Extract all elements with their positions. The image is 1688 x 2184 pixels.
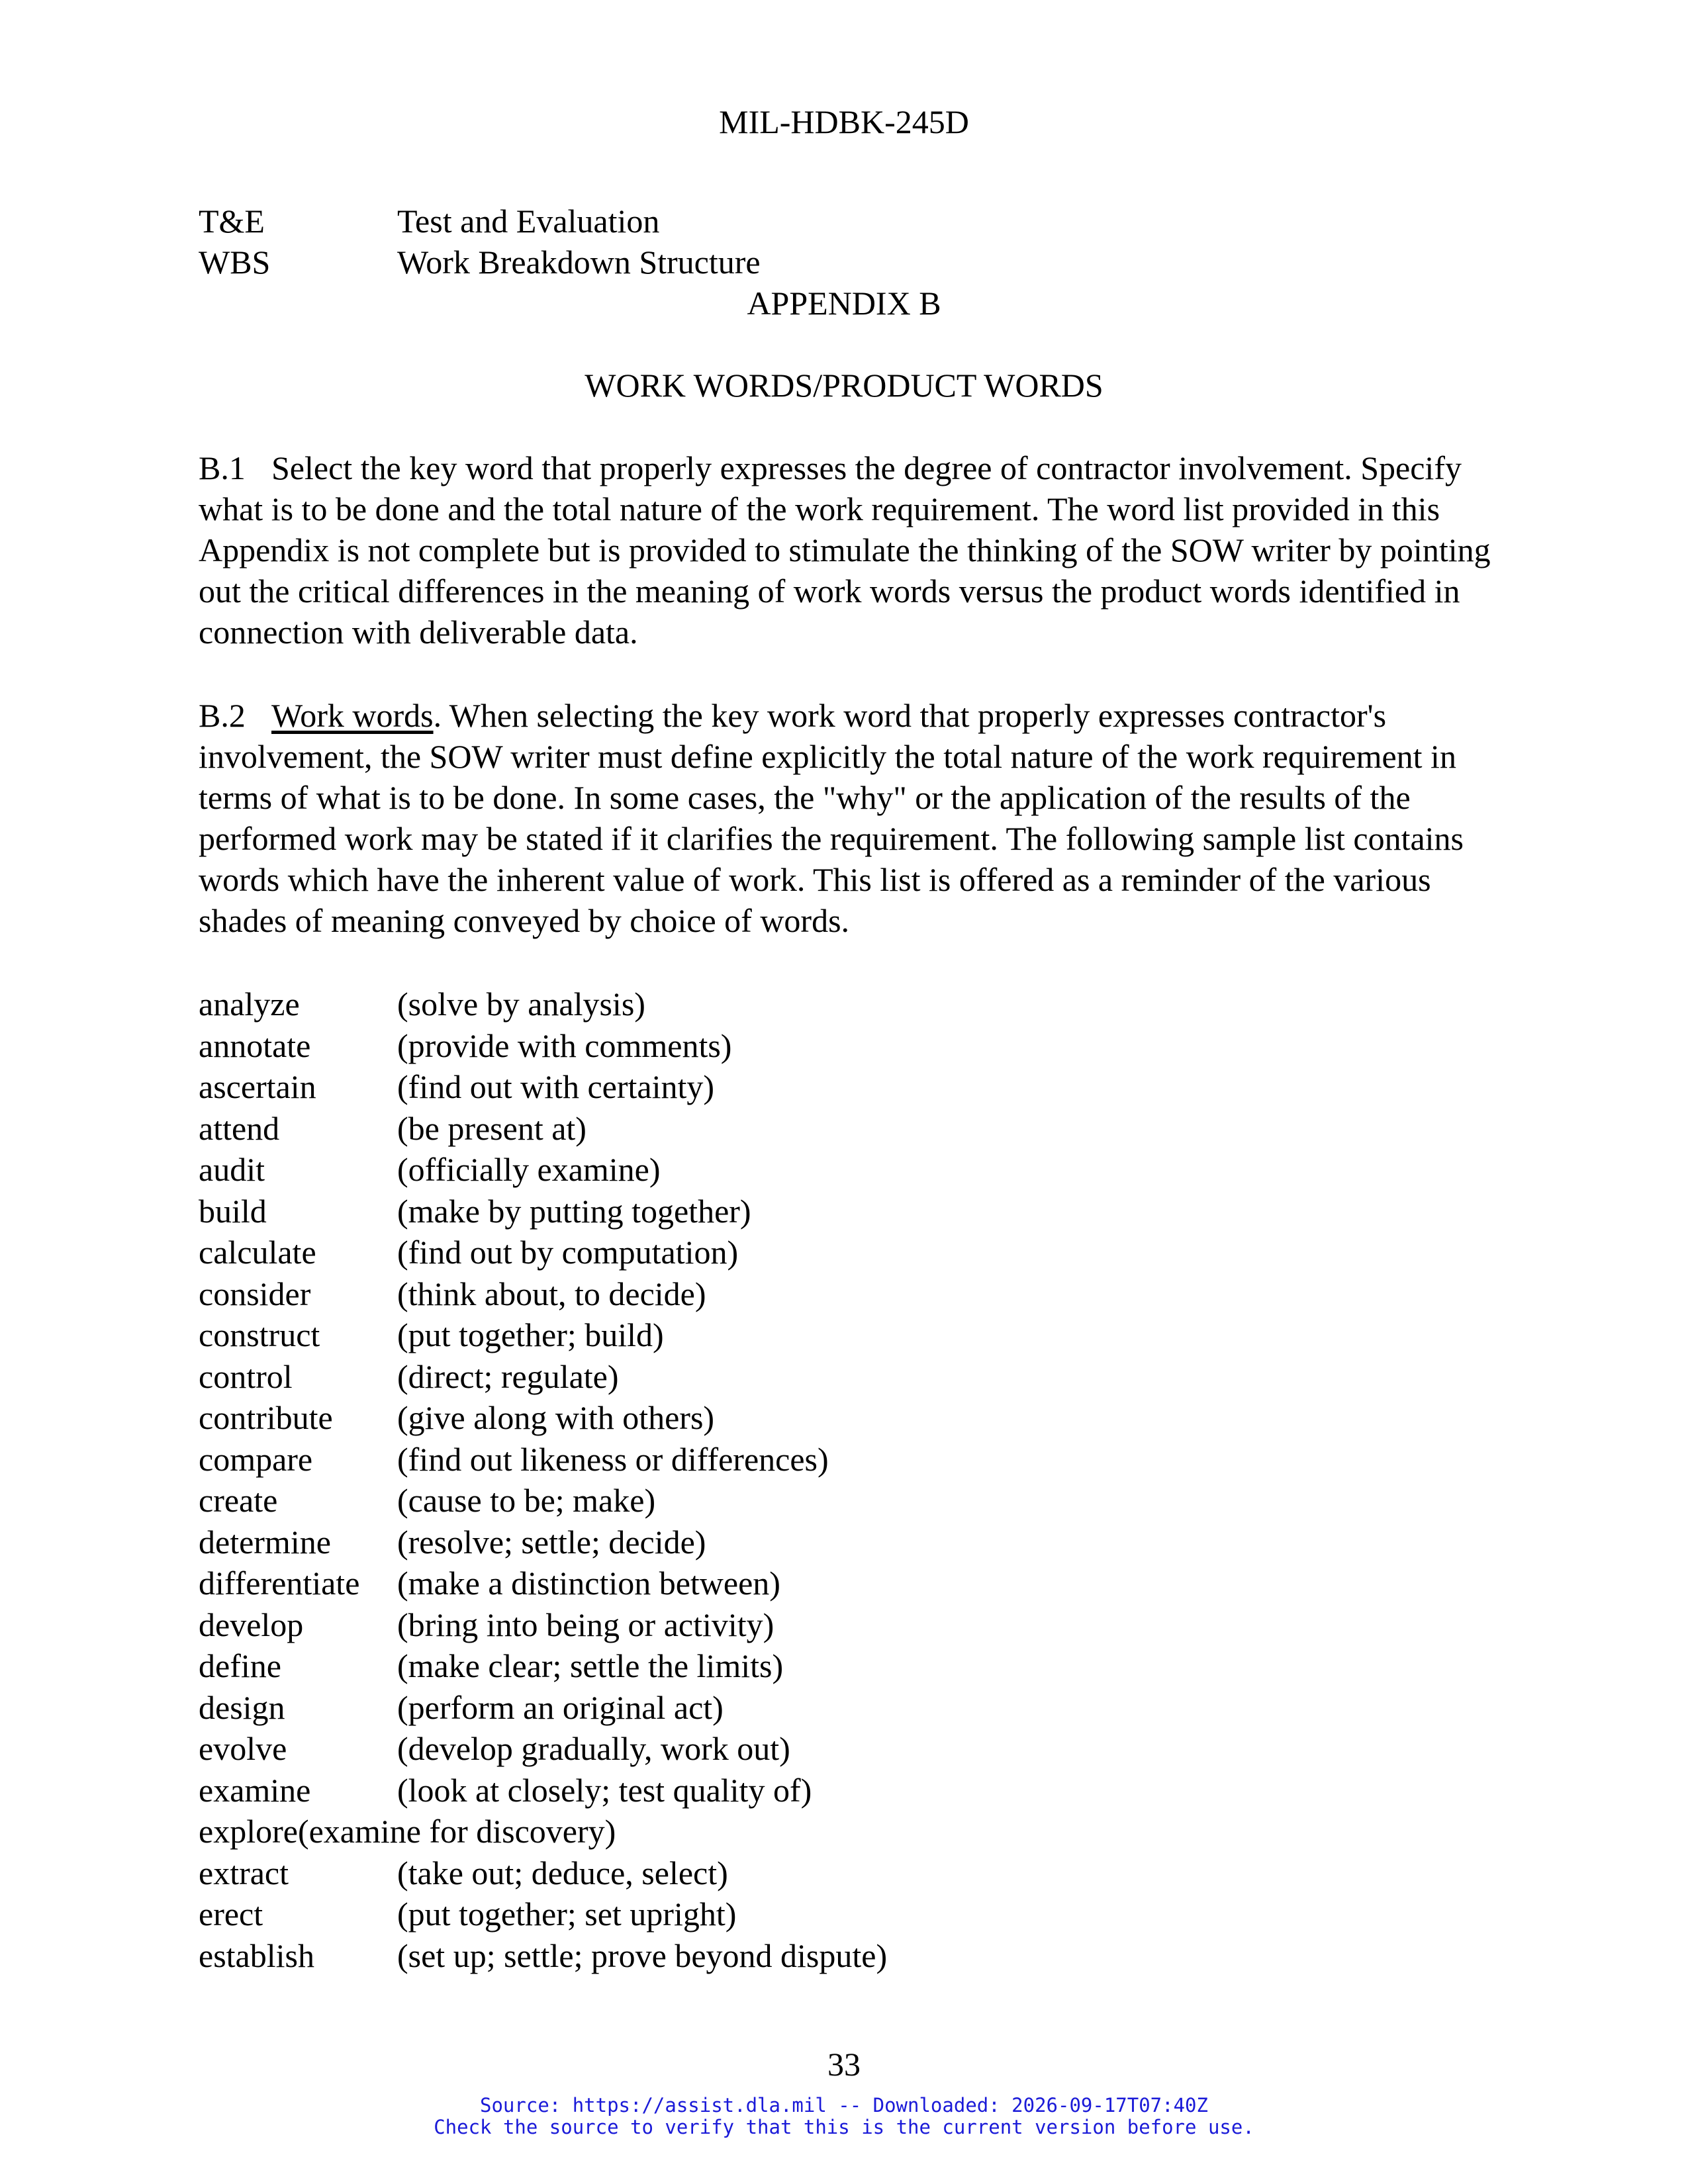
work-word: calculate	[199, 1234, 316, 1271]
work-word-meaning: (direct; regulate)	[397, 1357, 619, 1395]
work-word-meaning: (resolve; settle; decide)	[397, 1523, 706, 1561]
work-word: analyze	[199, 985, 300, 1023]
work-word: determine	[199, 1523, 331, 1561]
work-word-row	[199, 1770, 887, 1811]
work-word-row	[199, 1397, 887, 1439]
work-word: define	[199, 1647, 281, 1684]
work-word: evolve	[199, 1730, 287, 1767]
work-word-row	[199, 1108, 887, 1150]
paragraph-number: B.2	[199, 697, 246, 734]
work-word-meaning: (develop gradually, work out)	[397, 1730, 790, 1767]
work-word-meaning: (give along with others)	[397, 1399, 715, 1436]
work-word-meaning: (think about, to decide)	[397, 1275, 706, 1312]
work-word-row	[199, 1439, 887, 1480]
work-word-meaning: (bring into being or activity)	[397, 1606, 774, 1643]
abbreviation-term: WBS	[199, 244, 271, 281]
work-word-row	[199, 1522, 887, 1563]
work-word: erect	[199, 1895, 263, 1933]
work-word: build	[199, 1192, 267, 1230]
work-word-meaning: (look at closely; test quality of)	[397, 1771, 812, 1809]
work-word-meaning: (put together; set upright)	[397, 1895, 737, 1933]
work-word-row	[199, 1273, 887, 1315]
paragraph-number: B.1	[199, 449, 246, 486]
work-word: ascertain	[199, 1068, 316, 1105]
paragraph-text: . When selecting the key work word that properly expresses contractor's involvement, the SOW writer must define explicitly the total nature of the work requirement in terms of what is to be done. In some cases, the "why" or the application of the results of the performed work may be stated if it clarifies the requirement. The following sample list contains words which have the inherent value of work. This list is offered as a reminder of the various shades of meaning conveyed by choice of words.	[199, 697, 1464, 939]
work-word: explore	[199, 1813, 298, 1850]
abbreviation-term: T&E	[199, 203, 265, 240]
work-word: contribute	[199, 1399, 333, 1436]
work-word-meaning: (cause to be; make)	[397, 1482, 656, 1519]
work-word-meaning: (perform an original act)	[397, 1688, 724, 1726]
work-word: attend	[199, 1109, 280, 1147]
work-word: consider	[199, 1275, 311, 1312]
work-word-meaning: (officially examine)	[397, 1151, 661, 1188]
work-word-row	[199, 1935, 887, 1977]
abbreviation-list	[199, 201, 761, 283]
work-word-meaning: (find out by computation)	[397, 1234, 739, 1271]
work-word: annotate	[199, 1026, 311, 1064]
abbreviation-definition: Test and Evaluation	[397, 203, 660, 240]
work-word-meaning: (make by putting together)	[397, 1192, 751, 1230]
work-word: control	[199, 1357, 293, 1395]
paragraph-b2	[199, 695, 1496, 941]
work-word-row	[199, 1232, 887, 1273]
work-word-row	[199, 1893, 887, 1935]
appendix-subtitle: WORK WORDS/PRODUCT WORDS	[585, 367, 1103, 404]
work-word-meaning: (find out likeness or differences)	[397, 1440, 829, 1478]
work-word-row	[199, 1811, 887, 1852]
work-word-meaning: (make clear; settle the limits)	[397, 1647, 784, 1684]
work-word-row	[199, 1728, 887, 1770]
work-word-meaning: (make a distinction between)	[397, 1565, 780, 1602]
work-word: extract	[199, 1854, 289, 1891]
work-word-row	[199, 1066, 887, 1108]
work-word: establish	[199, 1936, 314, 1974]
work-word-row	[199, 1191, 887, 1232]
source-line: Source: https://assist.dla.mil -- Downloaded: 2026-09-17T07:40Z	[480, 2094, 1208, 2116]
appendix-title: APPENDIX B	[747, 285, 941, 322]
work-word-row	[199, 1480, 887, 1522]
work-word: develop	[199, 1606, 304, 1643]
work-word: differentiate	[199, 1565, 360, 1602]
work-word-row	[199, 983, 887, 1025]
work-word-meaning: (be present at)	[397, 1109, 586, 1147]
work-word-meaning: (provide with comments)	[397, 1026, 732, 1064]
source-notice	[0, 2095, 1688, 2138]
work-word-meaning: (set up; settle; prove beyond dispute)	[397, 1936, 888, 1974]
work-word-row	[199, 1025, 887, 1067]
work-word-row	[199, 1356, 887, 1398]
work-word-row	[199, 1645, 887, 1687]
verify-line: Check the source to verify that this is the current version before use.	[434, 2116, 1254, 2138]
work-word-meaning: (examine for discovery)	[297, 1813, 616, 1850]
abbreviation-row	[199, 242, 761, 283]
page-number: 33	[827, 2046, 861, 2083]
paragraph-text: Select the key word that properly expresses the degree of contractor involvement. Specify what is to be done and the total nature of the work requirement. The word list provided in this Appendix is not complete but is provided to stimulate the thinking of the SOW writer by pointing out the critical differences in the meaning of work words versus the product words identified in connection with deliverable data.	[199, 449, 1491, 651]
work-word: examine	[199, 1771, 311, 1809]
work-word: create	[199, 1482, 278, 1519]
abbreviation-row	[199, 201, 761, 242]
paragraph-heading: Work words	[271, 697, 434, 734]
work-word: design	[199, 1688, 285, 1726]
work-word-row	[199, 1604, 887, 1646]
work-word-meaning: (take out; deduce, select)	[397, 1854, 728, 1891]
work-word-row	[199, 1687, 887, 1729]
work-word-meaning: (find out with certainty)	[397, 1068, 715, 1105]
abbreviation-definition: Work Breakdown Structure	[397, 244, 761, 281]
work-word-row	[199, 1314, 887, 1356]
document-id-header: MIL-HDBK-245D	[719, 103, 969, 140]
work-word-row	[199, 1149, 887, 1191]
work-word: construct	[199, 1316, 320, 1353]
work-word-meaning: (solve by analysis)	[397, 985, 645, 1023]
work-word-row	[199, 1563, 887, 1604]
work-word-meaning: (put together; build)	[397, 1316, 664, 1353]
paragraph-b1	[199, 447, 1496, 653]
work-word: compare	[199, 1440, 313, 1478]
work-word-row	[199, 1852, 887, 1894]
work-word: audit	[199, 1151, 265, 1188]
work-word-list	[199, 983, 887, 1976]
